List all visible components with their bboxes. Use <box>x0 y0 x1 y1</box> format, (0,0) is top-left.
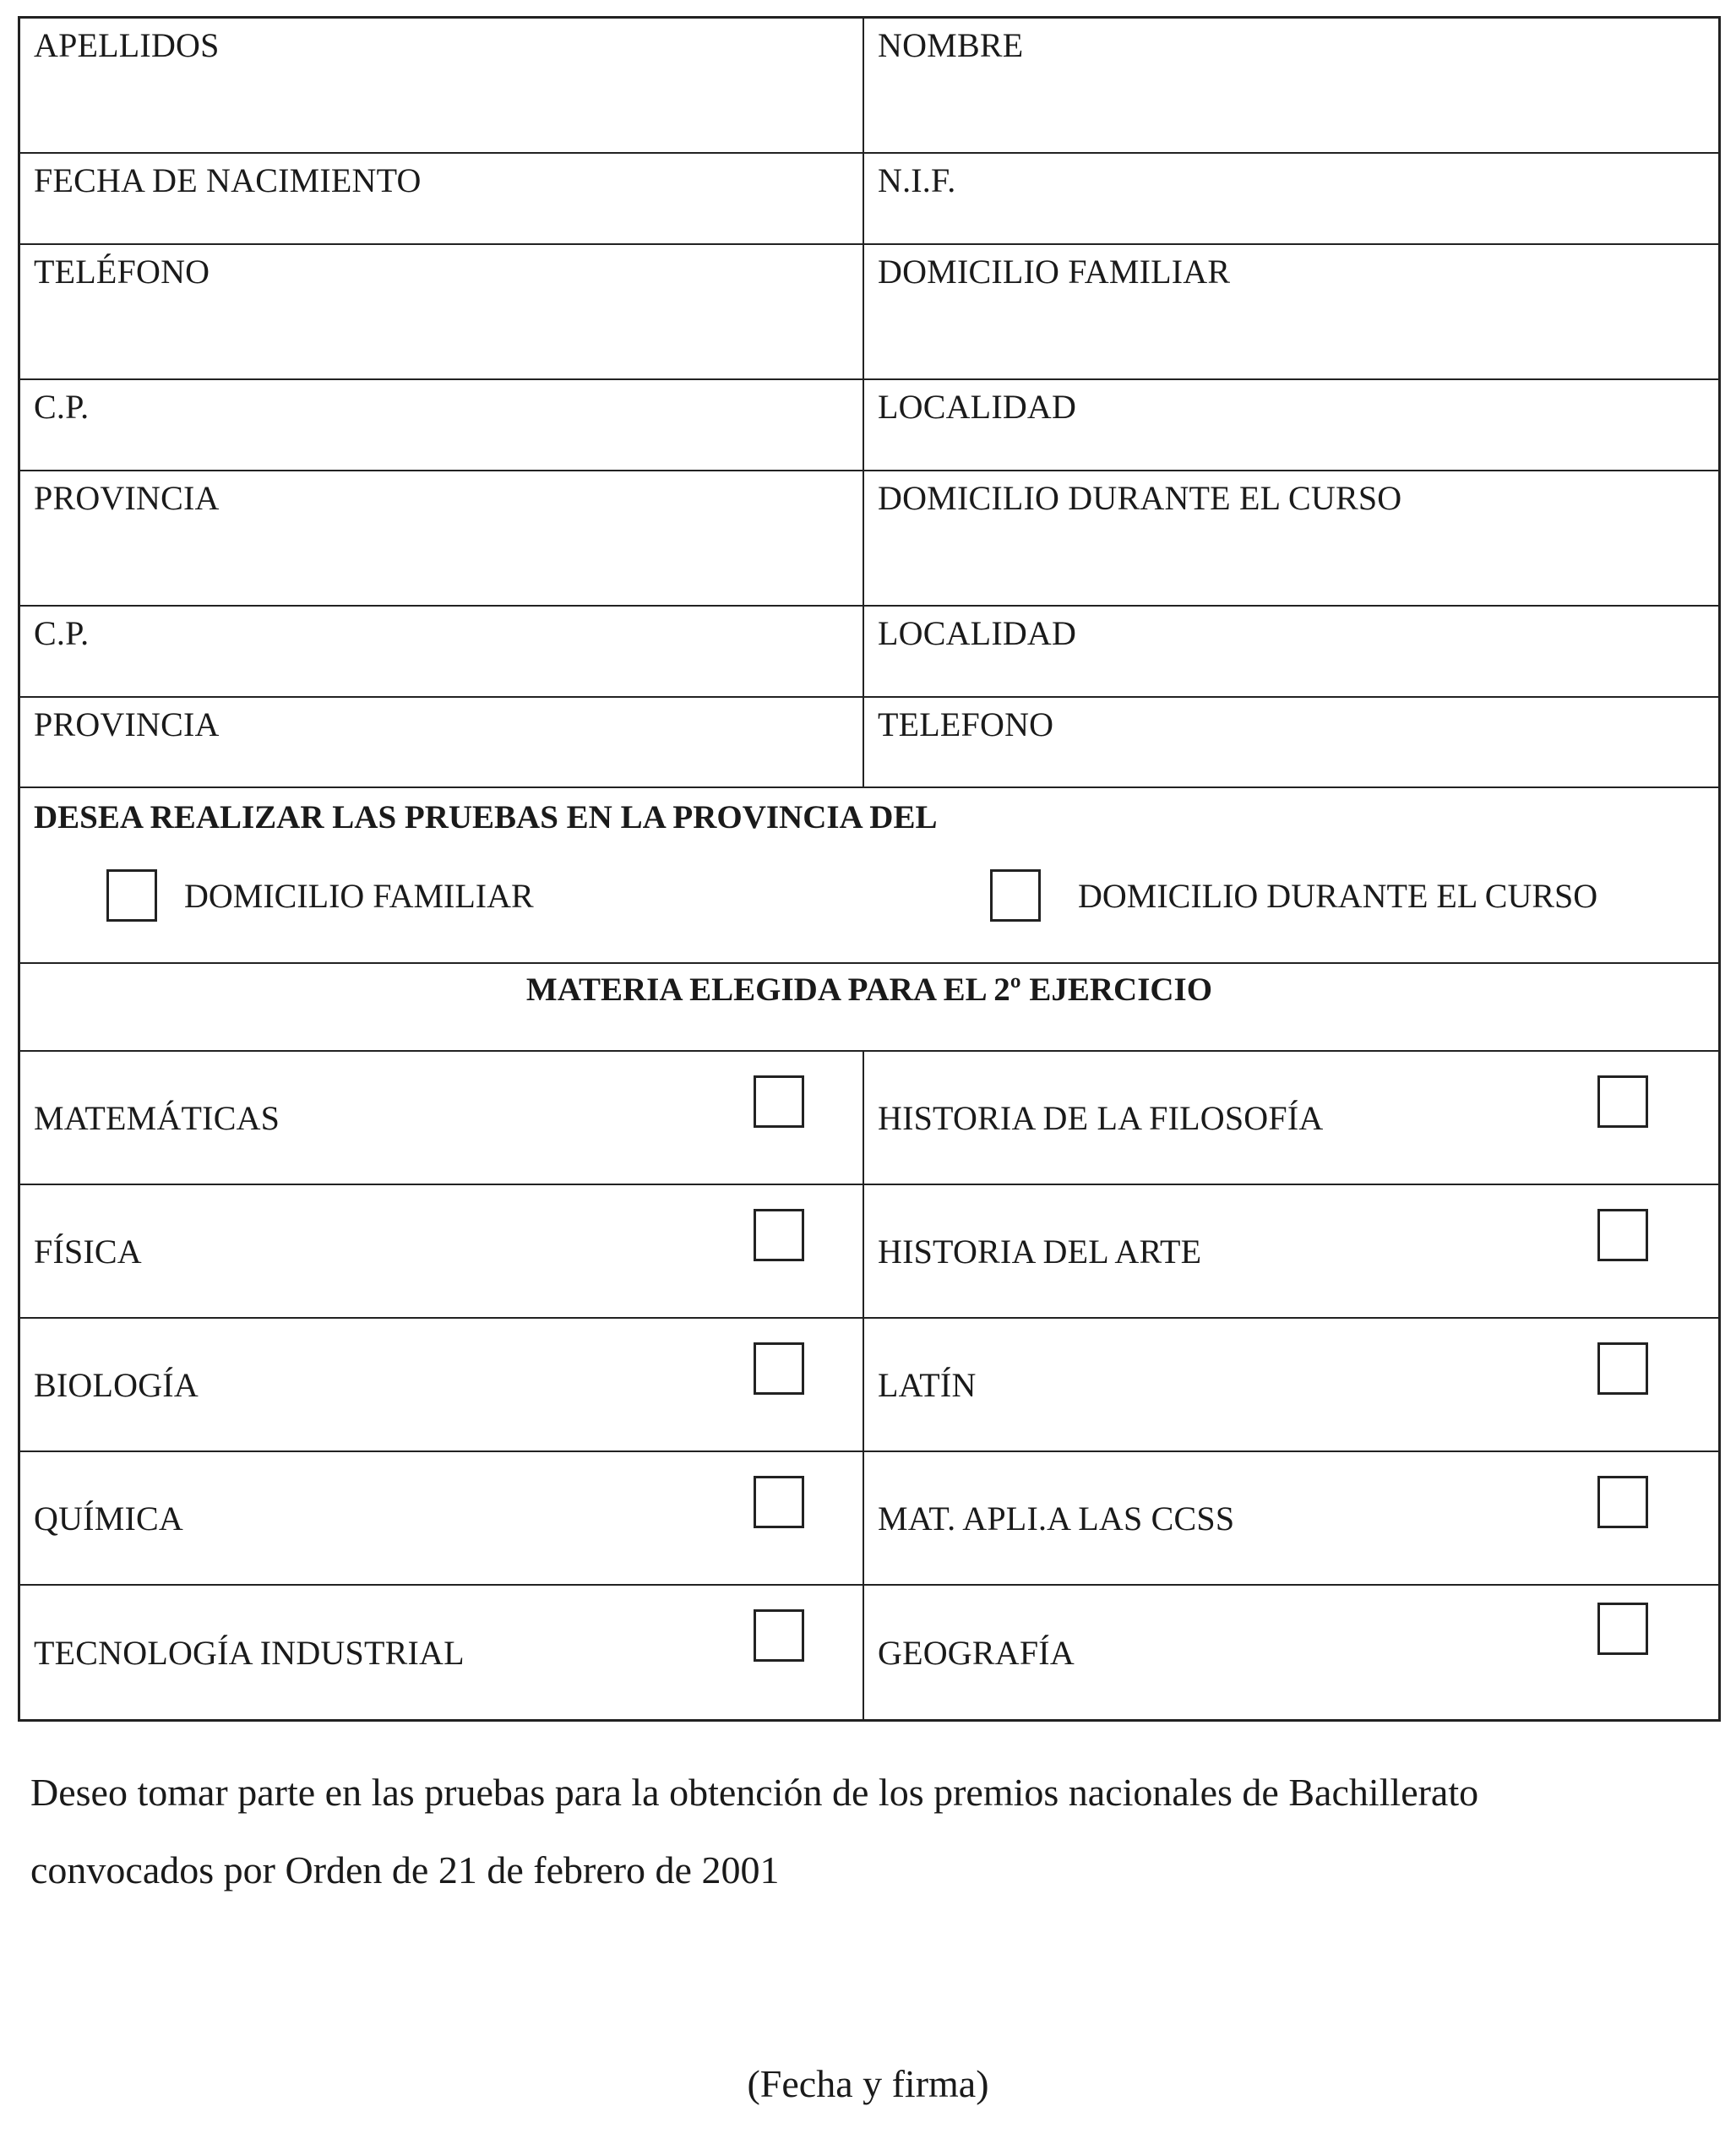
exam-location-title: DESEA REALIZAR LAS PRUEBAS EN LA PROVINCIA DEL <box>34 799 938 835</box>
home-address-label: DOMICILIO FAMILIAR <box>878 253 1231 291</box>
subject-checkbox[interactable] <box>1597 1075 1648 1128</box>
home-postcode-field[interactable] <box>20 380 864 470</box>
subject-row <box>20 1319 1718 1452</box>
subject-applied-math-social[interactable] <box>864 1452 1718 1584</box>
exam-location-section <box>20 788 1718 964</box>
subject-checkbox[interactable] <box>754 1476 804 1528</box>
subject-physics[interactable] <box>20 1185 864 1317</box>
surname-field[interactable] <box>20 19 864 152</box>
subject-checkbox[interactable] <box>754 1609 804 1662</box>
home-postcode-label: C.P. <box>34 388 90 426</box>
subject-row <box>20 1052 1718 1185</box>
course-address-label: DOMICILIO DURANTE EL CURSO <box>878 479 1402 517</box>
course-province-field[interactable] <box>20 698 864 786</box>
subject-philosophy-history[interactable] <box>864 1052 1718 1184</box>
application-form <box>18 16 1721 1722</box>
subject-label: TECNOLOGÍA INDUSTRIAL <box>34 1633 465 1672</box>
form-row-home-postcode-locality <box>20 380 1718 471</box>
nif-label: N.I.F. <box>878 161 956 199</box>
subject-row <box>20 1452 1718 1586</box>
home-address-checkbox[interactable] <box>106 869 157 922</box>
form-row-course-postcode-locality <box>20 607 1718 698</box>
subject-chemistry[interactable] <box>20 1452 864 1584</box>
subject-latin[interactable] <box>864 1319 1718 1450</box>
phone-label: TELÉFONO <box>34 253 210 291</box>
course-postcode-field[interactable] <box>20 607 864 696</box>
subject-mathematics[interactable] <box>20 1052 864 1184</box>
home-province-field[interactable] <box>20 471 864 605</box>
home-locality-field[interactable] <box>864 380 1718 470</box>
home-locality-label: LOCALIDAD <box>878 388 1077 426</box>
signature-label: (Fecha y firma) <box>747 2062 989 2105</box>
name-field[interactable] <box>864 19 1718 152</box>
subject-row <box>20 1185 1718 1319</box>
subject-label: MATEMÁTICAS <box>34 1098 280 1137</box>
option-course-address[interactable] <box>990 869 1597 922</box>
nif-field[interactable] <box>864 154 1718 243</box>
subject-row <box>20 1586 1718 1719</box>
form-row-phone-home-address <box>20 245 1718 380</box>
course-phone-label: TELEFONO <box>878 705 1054 743</box>
subject-art-history[interactable] <box>864 1185 1718 1317</box>
name-label: NOMBRE <box>878 26 1024 64</box>
birthdate-field[interactable] <box>20 154 864 243</box>
subjects-title: MATERIA ELEGIDA PARA EL 2º EJERCICIO <box>525 972 1213 1008</box>
course-postcode-label: C.P. <box>34 614 90 652</box>
course-phone-field[interactable] <box>864 698 1718 786</box>
subject-checkbox[interactable] <box>1597 1209 1648 1261</box>
subject-geography[interactable] <box>864 1586 1718 1719</box>
subject-label: GEOGRAFÍA <box>878 1633 1075 1672</box>
subject-label: MAT. APLI.A LAS CCSS <box>878 1499 1235 1538</box>
subject-checkbox[interactable] <box>754 1342 804 1395</box>
course-locality-field[interactable] <box>864 607 1718 696</box>
declaration-line-2: convocados por Orden de 21 de febrero de 2001 <box>30 1848 780 1891</box>
subject-label: BIOLOGÍA <box>34 1365 199 1404</box>
form-row-birthdate-nif <box>20 154 1718 245</box>
subject-label: FÍSICA <box>34 1232 142 1271</box>
course-province-label: PROVINCIA <box>34 705 220 743</box>
form-row-course-province-phone <box>20 698 1718 788</box>
birthdate-label: FECHA DE NACIMIENTO <box>34 161 422 199</box>
home-province-label: PROVINCIA <box>34 479 220 517</box>
subject-biology[interactable] <box>20 1319 864 1450</box>
option-home-address[interactable] <box>106 869 534 922</box>
form-row-home-province-course-address <box>20 471 1718 607</box>
declaration-text <box>30 1754 1712 1909</box>
phone-field[interactable] <box>20 245 864 378</box>
subject-checkbox[interactable] <box>1597 1603 1648 1655</box>
subject-checkbox[interactable] <box>1597 1476 1648 1528</box>
option-course-address-label: DOMICILIO DURANTE EL CURSO <box>1078 876 1598 915</box>
course-address-field[interactable] <box>864 471 1718 605</box>
subject-checkbox[interactable] <box>1597 1342 1648 1395</box>
option-home-address-label: DOMICILIO FAMILIAR <box>184 876 534 915</box>
subject-label: HISTORIA DEL ARTE <box>878 1232 1202 1271</box>
declaration-line-1: Deseo tomar parte en las pruebas para la obtención de los premios nacionales de Bachillerato <box>30 1771 1479 1814</box>
form-row-surname-name <box>20 19 1718 154</box>
subject-label: QUÍMICA <box>34 1499 183 1538</box>
subject-label: HISTORIA DE LA FILOSOFÍA <box>878 1098 1324 1137</box>
subject-checkbox[interactable] <box>754 1209 804 1261</box>
subject-label: LATÍN <box>878 1365 977 1404</box>
surname-label: APELLIDOS <box>34 26 220 64</box>
subject-industrial-technology[interactable] <box>20 1586 864 1719</box>
home-address-field[interactable] <box>864 245 1718 378</box>
subject-checkbox[interactable] <box>754 1075 804 1128</box>
course-address-checkbox[interactable] <box>990 869 1041 922</box>
subjects-header <box>20 964 1718 1052</box>
course-locality-label: LOCALIDAD <box>878 614 1077 652</box>
